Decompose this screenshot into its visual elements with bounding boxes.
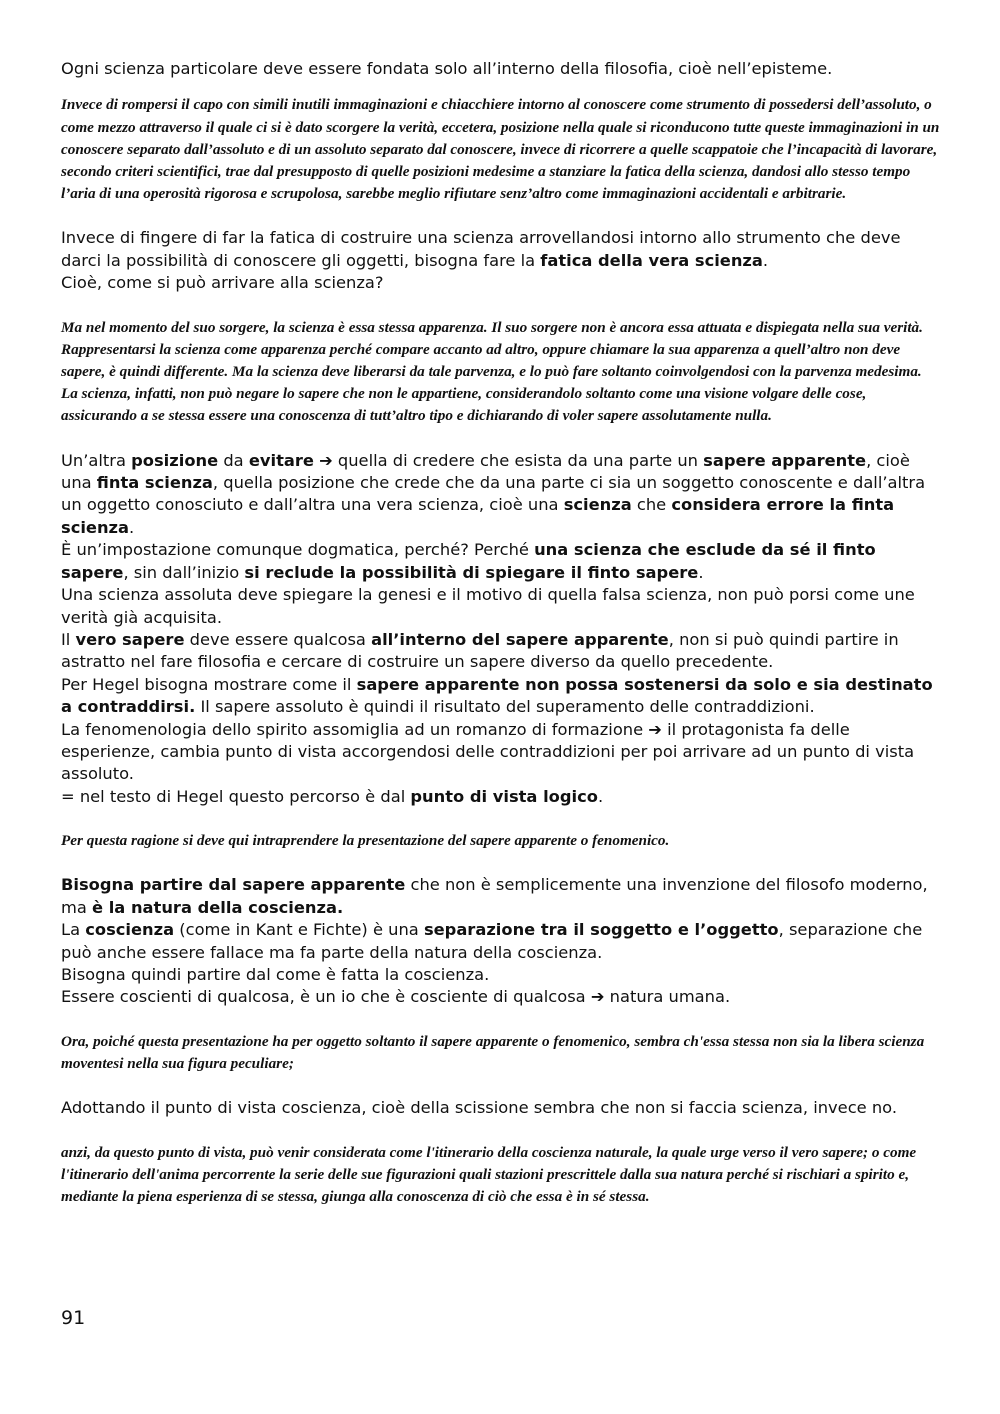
bold-fatica: fatica della vera scienza (540, 250, 763, 270)
commentary-block-2 (61, 450, 941, 809)
paragraph-question: Cioè, come si può arrivare alla scienza? (61, 273, 384, 293)
paragraph-intro: Ogni scienza particolare deve essere fondata solo all’interno della filosofia, cioè nell’episteme. (61, 59, 833, 78)
commentary-block-1 (61, 227, 941, 294)
hegel-quote-1: Invece di rompersi il capo con simili inutili immaginazioni e chiacchiere intorno al conoscere come strumento di possedersi dell’assoluto, o come mezzo attraverso il quale ci si è dato scorgere la verità, eccetera, posizione nella quale si riconducono tutte queste immaginazioni in un conoscere separato dall’assoluto e di un assoluto separato dal conoscere, invece di ricorrere a quelle scappatoie che l’incapacità di lavorare, secondo criteri scientifici, trae dal presupposto di quelle posizioni medesime a stanziare la fatica della scienza, dandosi allo stesso tempo l’aria di una operosità rigorosa e scrupolosa, sarebbe meglio rifiutare senz’altro come immaginazioni accidentali e arbitrarie. (61, 96, 940, 203)
paragraph-partire: Bisogna partire dal sapere apparente che non è semplicemente una invenzione del filosofo moderno, ma è la natura della coscienza. (61, 875, 928, 917)
document-page (61, 58, 941, 1208)
paragraph-scissione: Adottando il punto di vista coscienza, cioè della scissione sembra che non si faccia scienza, invece no. (61, 1098, 898, 1118)
page-number: 91 (61, 1307, 86, 1329)
paragraph-posizione: Un’altra posizione da evitare ➔ quella di credere che esista da una parte un sapere apparente, cioè una finta scienza, quella posizione che crede che da una parte ci sia un soggetto conoscente e dall’altra un oggetto conosciuto e dall’altra una vera scienza, cioè una scienza che considera errore la finta scienza. (61, 450, 926, 537)
hegel-quote-5: anzi, da questo punto di vista, può venir considerata come l'itinerario della coscienza naturale, la quale urge verso il vero sapere; o come l'itinerario dell'anima percorrente la serie delle sue figurazioni quali stazioni prescrittele dalla sua natura perché si rischiari a spirito e, mediante la piena esperienza di se stessa, giunga alla conoscenza di ciò che essa è in sé stessa. (61, 1143, 917, 1206)
paragraph-vero-sapere: Il vero sapere deve essere qualcosa all’interno del sapere apparente, non si può quindi partire in astratto nel fare filosofia e cercare di costruire un sapere diverso da quello precedente. (61, 629, 899, 672)
paragraph-coscienza: La coscienza (come in Kant e Fichte) è una separazione tra il soggetto e l’oggetto, separazione che può anche essere fallace ma fa parte della natura della coscienza. (61, 920, 923, 962)
hegel-quote-3: Per questa ragione si deve qui intraprendere la presentazione del sapere apparente o fenomenico. (61, 832, 670, 850)
paragraph-dogmatica: È un’impostazione comunque dogmatica, perché? Perché una scienza che esclude da sé il finto sapere, sin dall’inizio si reclude la possibilità di spiegare il finto sapere. (61, 540, 876, 582)
paragraph-scienza-assoluta: Una scienza assoluta deve spiegare la genesi e il motivo di quella falsa scienza, non può porsi come une verità già acquisita. (61, 585, 915, 627)
commentary-block-3 (61, 874, 941, 1008)
hegel-quote-2: Ma nel momento del suo sorgere, la scienza è essa stessa apparenza. Il suo sorgere non è ancora essa attuata e dispiegata nella sua verità. Rappresentarsi la scienza come apparenza perché compare accanto ad altro, oppure chiamare la sua apparenza a quell’altro non deve sapere, è quindi differente. Ma la scienza deve liberarsi da tale parvenza, e lo può fare soltanto coinvolgendosi con la parvenza medesima. La scienza, infatti, non può negare lo sapere che non le appartiene, considerandolo soltanto come una visione volgare delle cose, assicurando a se stessa essere una conoscenza di tutt’altro tipo e dichiarando di voler sapere assolutamente nulla. (61, 318, 923, 425)
paragraph-hegel: Per Hegel bisogna mostrare come il sapere apparente non possa sostenersi da solo e sia destinato a contraddirsi. Il sapere assoluto è quindi il risultato del superamento delle contraddizioni. (61, 674, 933, 717)
paragraph-coscienti: Essere coscienti di qualcosa, è un io che è cosciente di qualcosa ➔ natura umana. (61, 987, 731, 1007)
paragraph-fatica: Invece di fingere di far la fatica di costruire una scienza arrovellandosi intorno allo strumento che deve darci la possibilità di conoscere gli oggetti, bisogna fare la fatica della vera scienza. (61, 228, 901, 270)
paragraph-fenomenologia: La fenomenologia dello spirito assomiglia ad un romanzo di formazione ➔ il protagonista fa delle esperienze, cambia punto di vista accorgendosi delle contraddizioni per poi arrivare ad un punto di vista assoluto. (61, 719, 915, 784)
paragraph-come-fatta: Bisogna quindi partire dal come è fatta la coscienza. (61, 964, 490, 984)
paragraph-logico: = nel testo di Hegel questo percorso è dal punto di vista logico. (61, 786, 604, 806)
hegel-quote-4: Ora, poiché questa presentazione ha per oggetto soltanto il sapere apparente o fenomenico, sembra ch'essa stessa non sia la libera scienza moventesi nella sua figura peculiare; (61, 1032, 925, 1072)
